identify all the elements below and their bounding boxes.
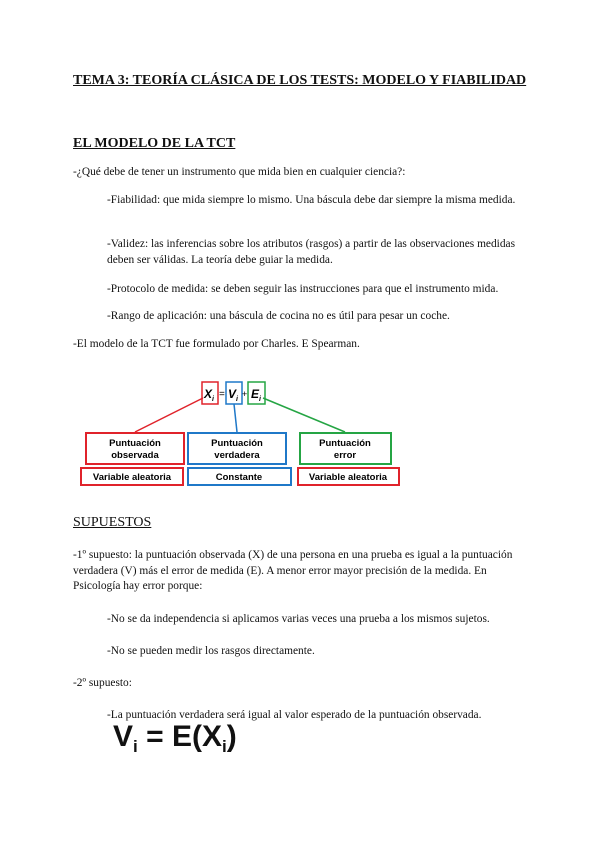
box-error-line1: Puntuación bbox=[319, 438, 371, 449]
label-true: Constante bbox=[215, 472, 263, 483]
model-text: -El modelo de la TCT fue formulado por Charles. E Spearman. bbox=[73, 338, 360, 350]
box-observed-line1: Puntuación bbox=[109, 438, 161, 449]
eq-x: $X_i$ bbox=[204, 387, 214, 403]
supuesto-2-text: -2º supuesto: bbox=[73, 677, 132, 689]
box-observed-line2: observada bbox=[111, 450, 159, 461]
list-item-fiabilidad: -Fiabilidad: que mida siempre lo mismo. Una báscula debe dar siempre la misma medida. bbox=[107, 194, 516, 206]
connector-true bbox=[234, 404, 237, 432]
connector-observed bbox=[135, 398, 203, 432]
reason-item-independencia: -No se da independencia si aplicamos varias veces una prueba a los mismos sujetos. bbox=[107, 613, 490, 625]
eq-v: $V_i$ bbox=[228, 387, 238, 403]
section-heading-supuestos: SUPUESTOS bbox=[73, 515, 152, 530]
eq-equals: = bbox=[219, 389, 225, 400]
list-item-protocolo: -Protocolo de medida: se deben seguir las instrucciones para que el instrumento mida. bbox=[107, 283, 499, 295]
question-text: -¿Qué debe de tener un instrumento que mida bien en cualquier ciencia?: bbox=[73, 166, 406, 178]
box-error-line2: error bbox=[333, 450, 357, 461]
eq-plus: + bbox=[242, 389, 248, 399]
connector-error bbox=[263, 398, 345, 432]
document-title: TEMA 3: TEORÍA CLÁSICA DE LOS TESTS: MODELO Y FIABILIDAD bbox=[73, 73, 527, 88]
reason-item-rasgos: -No se pueden medir los rasgos directamente. bbox=[107, 645, 315, 657]
expected-value-formula: $V_i = E(X_i)$ bbox=[113, 720, 237, 756]
box-true-line1: Puntuación bbox=[211, 438, 263, 449]
list-item-rango: -Rango de aplicación: una báscula de cocina no es útil para pesar un coche. bbox=[107, 310, 450, 322]
supuesto-1-text: -1º supuesto: la puntuación observada (X) de una persona en una prueba es igual a la puntuación verdadera (V) más el error de medida (E). A menor error mayor precisión de la medida. En Psicología hay error porque: bbox=[73, 549, 513, 592]
section-heading-model: EL MODELO DE LA TCT bbox=[73, 136, 236, 151]
box-true-line2: verdadera bbox=[214, 450, 260, 461]
list-item-validez: -Validez: las inferencias sobre los atributos (rasgos) a partir de las observaciones medidas deben ser válidas. La teoría debe guiar la medida. bbox=[107, 238, 516, 266]
label-observed: Variable aleatoria bbox=[92, 472, 172, 483]
label-error: Variable aleatoria bbox=[308, 472, 388, 483]
eq-e: $E_i$ bbox=[251, 387, 261, 403]
supuesto-2-detail: -La puntuación verdadera será igual al valor esperado de la puntuación observada. bbox=[107, 709, 482, 721]
